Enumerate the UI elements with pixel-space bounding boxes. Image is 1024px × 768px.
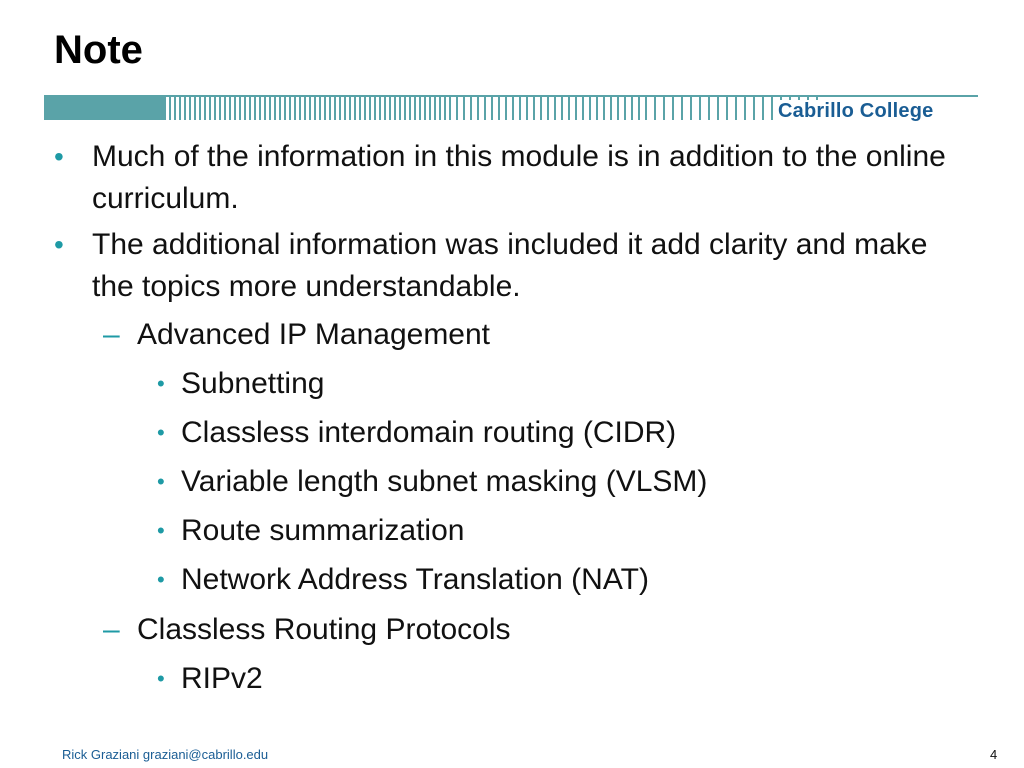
bullet-text: The additional information was included it add clarity and make the topics more understandable. [92, 228, 928, 303]
bullet-text: Much of the information in this module is in addition to the online curriculum. [92, 140, 946, 215]
brand-logo-text: Cabrillo College [774, 100, 937, 123]
bullet-marker: • [157, 420, 165, 445]
sub-sub-bullet-item [157, 513, 961, 549]
sub-sub-bullet-item [157, 562, 961, 598]
dash-marker: – [103, 318, 120, 351]
slide-title: Note [54, 28, 143, 72]
bullet-marker: • [157, 567, 165, 592]
page-number: 4 [990, 747, 998, 762]
bullet-marker: • [54, 229, 64, 260]
sub-bullet-item [103, 317, 957, 353]
footer-author: Rick Graziani graziani@cabrillo.edu [62, 747, 269, 762]
sub-sub-bullet-text: Classless interdomain routing (CIDR) [181, 416, 677, 449]
bullet-marker: • [157, 666, 165, 691]
sub-bullet-text: Classless Routing Protocols [137, 613, 511, 646]
bullet-marker: • [157, 518, 165, 543]
sub-sub-bullet-text: Variable length subnet masking (VLSM) [181, 465, 708, 498]
bullet-item [54, 136, 972, 220]
bullet-marker: • [157, 469, 165, 494]
sub-sub-bullet-item [157, 415, 961, 451]
sub-sub-bullet-text: Network Address Translation (NAT) [181, 563, 649, 596]
sub-sub-bullet-item [157, 661, 961, 697]
sub-sub-bullet-item [157, 464, 961, 500]
sub-sub-bullet-text: RIPv2 [181, 662, 263, 695]
sub-sub-bullet-text: Subnetting [181, 367, 325, 400]
bullet-item [54, 224, 972, 308]
bullet-marker: • [157, 371, 165, 396]
sub-bullet-item [103, 612, 957, 648]
bullet-marker: • [54, 141, 64, 172]
sub-sub-bullet-text: Route summarization [181, 514, 465, 547]
sub-bullet-text: Advanced IP Management [137, 318, 491, 351]
sub-sub-bullet-item [157, 366, 961, 402]
dash-marker: – [103, 613, 120, 646]
